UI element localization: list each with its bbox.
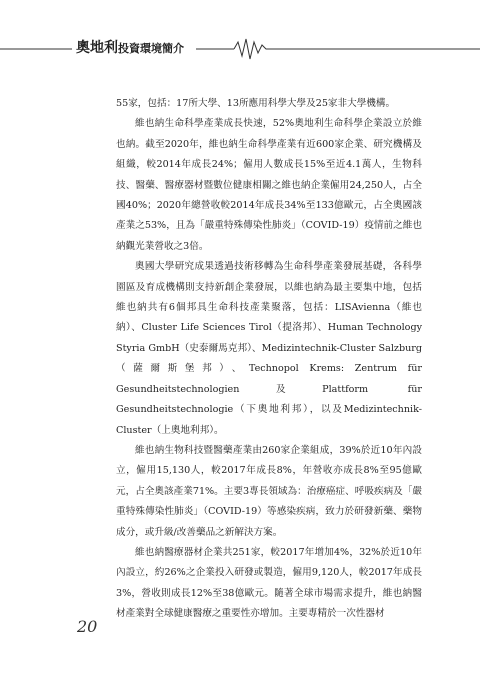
page-number: 20 <box>77 617 98 636</box>
paragraph-1: 55家，包括：17所大學、13所應用科學大學及25家非大學機構。 <box>116 98 396 109</box>
header-title-main: 奧地利 <box>76 40 118 56</box>
header-title-sub: 投資環境簡介 <box>118 42 184 55</box>
paragraph-2: 維也納生命科學產業成長快速，52%奧地利生命科學企業設立於維也納。截至2020年，維也納生命科學產業有近600家企業、研究機構及組織，較2014年成長24%；僱用人數成長15%至近4.1萬人，生物科技、醫藥、醫療器材暨數位健康相關之維也納企業僱用24,250人，占全國40%；2020年總營收較2014年成長34%至133億歐元，占全奧國該產業之53%，且為「嚴重特殊傳染性肺炎」（COVID-19）疫情前之維也納觀光業營收之3倍。 <box>116 118 422 252</box>
heartbeat-line-icon <box>0 36 480 62</box>
header-title <box>76 37 184 57</box>
body-text <box>116 94 422 625</box>
paragraph-3: 奧國大學研究成果透過技術移轉為生命科學產業發展基礎，各科學園區及育成機構則支持新創企業發展，以維也納為最主要集中地，包括維也納共有6個邦具生命科技產業聚落，包括：LISAvienna（維也納）、Cluster Life Sciences Tirol（提洛邦）、Human Technology Styria GmbH（史泰爾馬克邦）、Medizintechnik-Cluster Salzburg（薩爾斯堡邦）、Technopol Krems: Zentrum für Gesundheitstechnologien及Plattform für Gesundheitstechnologie（下奧地利邦），以及Medizintechnik-Cluster（上奧地利邦）。 <box>116 261 422 436</box>
paragraph-5: 維也納醫療器材企業共251家，較2017年增加4%，32%於近10年內設立，約26%之企業投入研發或製造，僱用9,120人，較2017年成長3%，營收則成長12%至38億歐元。隨著全球市場需求提升，維也納醫材產業對全球健康醫療之重要性亦增加。主要專精於一次性器材 <box>116 546 422 620</box>
page-header <box>0 0 480 62</box>
paragraph-4: 維也納生物科技暨醫藥產業由260家企業組成，39%於近10年內設立，僱用15,130人，較2017年成長8%，年營收亦成長8%至95億歐元，占全奧該產業71%。主要3專長領域為：治療癌症、呼吸疾病及「嚴重特殊傳染性肺炎」（COVID-19）等感染疾病，致力於研發新藥、藥物成分，或升級/改善藥品之新解決方案。 <box>116 444 422 538</box>
